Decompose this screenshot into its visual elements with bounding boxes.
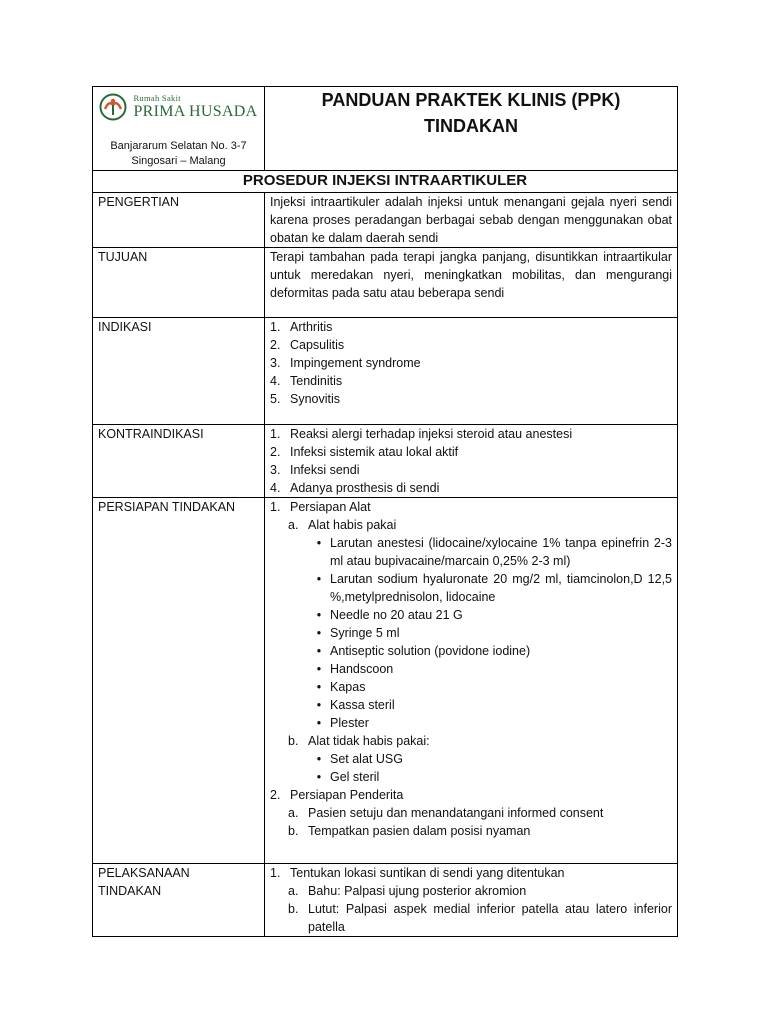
bullet-icon: • [316, 698, 322, 712]
bullet-text: Larutan anestesi (lidocaine/xylocaine 1% tanpa epinefrin 2-3 ml atau bupivacaine/marcain 0,25% 2-3 ml) [330, 536, 672, 568]
hospital-emblem-icon [99, 93, 127, 121]
bullet-text: Syringe 5 ml [330, 626, 400, 640]
row-label-pengertian: PENGERTIAN [93, 193, 265, 248]
list-item: 2. Capsulitis [270, 338, 345, 352]
bullet-text: Kassa steril [330, 698, 395, 712]
bullet-item [270, 714, 672, 732]
bullet-item [270, 696, 672, 714]
bullet-text: Gel steril [330, 770, 380, 784]
section-title: PROSEDUR INJEKSI INTRAARTIKULER [93, 171, 678, 193]
pelaksanaan-content [265, 864, 678, 937]
bullet-item [270, 660, 672, 678]
list-item: a. Bahu: Palpasi ujung posterior akromion [288, 884, 527, 898]
hospital-header [93, 87, 265, 171]
list-item: 5. Synovitis [270, 392, 341, 406]
bullet-item [270, 606, 672, 624]
logo-subtitle: Rumah Sakit [133, 93, 181, 103]
logo-name: PRIMA HUSADA [133, 103, 258, 120]
bullet-text: Plester [330, 716, 369, 730]
list-item: b. Lutut: Palpasi aspek medial inferior patella atau latero inferior patella [288, 902, 672, 934]
bullet-text: Set alat USG [330, 752, 403, 766]
bullet-text: Needle no 20 atau 21 G [330, 608, 463, 622]
tidak-habis-pakai-list [270, 750, 672, 786]
list-item: 1. Arthritis [270, 320, 333, 334]
bullet-icon: • [316, 626, 322, 640]
bullet-icon: • [316, 608, 322, 622]
habis-pakai-list [270, 534, 672, 732]
bullet-text: Handscoon [330, 662, 394, 676]
bullet-text: Kapas [330, 680, 366, 694]
hospital-address [98, 139, 259, 169]
bullet-icon: • [316, 572, 322, 586]
list-item: 3. Impingement syndrome [270, 356, 421, 370]
pelaksanaan-label-line-1: PELAKSANAAN [98, 866, 190, 880]
bullet-icon: • [316, 752, 322, 766]
list-item: 1. Reaksi alergi terhadap injeksi steroid atau anestesi [270, 427, 573, 441]
bullet-icon: • [316, 644, 322, 658]
tujuan-text: Terapi tambahan pada terapi jangka panjang, disuntikkan intraartikular untuk meredakan nyeri, meningkatkan mobilitas, dan mengurangi deformitas pada satu atau beberapa sendi [265, 248, 678, 318]
list-item: 2. Infeksi sistemik atau lokal aktif [270, 445, 459, 459]
list-item: 1. Persiapan Alat [270, 500, 371, 514]
list-item: 3. Infeksi sendi [270, 463, 360, 477]
bullet-icon: • [316, 680, 322, 694]
pengertian-text: Injeksi intraartikuler adalah injeksi untuk menangani gejala nyeri sendi karena proses peradangan berbagai sebab dengan menggunakan obat obatan ke dalam daerah sendi [265, 193, 678, 248]
bullet-text: Antiseptic solution (povidone iodine) [330, 644, 531, 658]
list-item: 2. Persiapan Penderita [270, 788, 404, 802]
list-item: a. Alat habis pakai [288, 518, 397, 532]
bullet-item [270, 768, 672, 786]
row-label-kontraindikasi: KONTRAINDIKASI [93, 425, 265, 498]
bullet-item [270, 750, 672, 768]
row-label-pelaksanaan [93, 864, 265, 937]
row-label-indikasi: INDIKASI [93, 318, 265, 425]
title-line-2: TINDAKAN [424, 116, 518, 136]
bullet-text: Larutan sodium hyaluronate 20 mg/2 ml, tiamcinolon,D 12,5 %,metylprednisolon, lidocaine [330, 572, 672, 604]
list-item: b. Tempatkan pasien dalam posisi nyaman [288, 824, 531, 838]
address-line-1: Banjararum Selatan No. 3-7 [110, 140, 247, 152]
bullet-item [270, 678, 672, 696]
bullet-icon: • [316, 662, 322, 676]
kontraindikasi-list [265, 425, 678, 498]
address-line-2: Singosari – Malang [131, 155, 226, 167]
row-label-tujuan: TUJUAN [93, 248, 265, 318]
pelaksanaan-label-line-2: TINDAKAN [98, 884, 162, 898]
bullet-icon: • [316, 716, 322, 730]
list-item: 1. Tentukan lokasi suntikan di sendi yang ditentukan [270, 866, 565, 880]
bullet-item [270, 642, 672, 660]
row-label-persiapan: PERSIAPAN TINDAKAN [93, 498, 265, 864]
list-item: 4. Adanya prosthesis di sendi [270, 481, 440, 495]
indikasi-list [265, 318, 678, 425]
bullet-item [270, 624, 672, 642]
bullet-item [270, 570, 672, 606]
list-item: b. Alat tidak habis pakai: [288, 734, 430, 748]
ppk-table [92, 86, 678, 937]
bullet-icon: • [316, 536, 322, 550]
bullet-icon: • [316, 770, 322, 784]
bullet-item [270, 534, 672, 570]
list-item: 4. Tendinitis [270, 374, 343, 388]
persiapan-content [265, 498, 678, 864]
document-title [265, 87, 678, 171]
ppk-document [92, 86, 678, 937]
list-item: a. Pasien setuju dan menandatangani informed consent [288, 806, 604, 820]
title-line-1: PANDUAN PRAKTEK KLINIS (PPK) [321, 90, 621, 110]
hospital-logo [98, 87, 259, 127]
